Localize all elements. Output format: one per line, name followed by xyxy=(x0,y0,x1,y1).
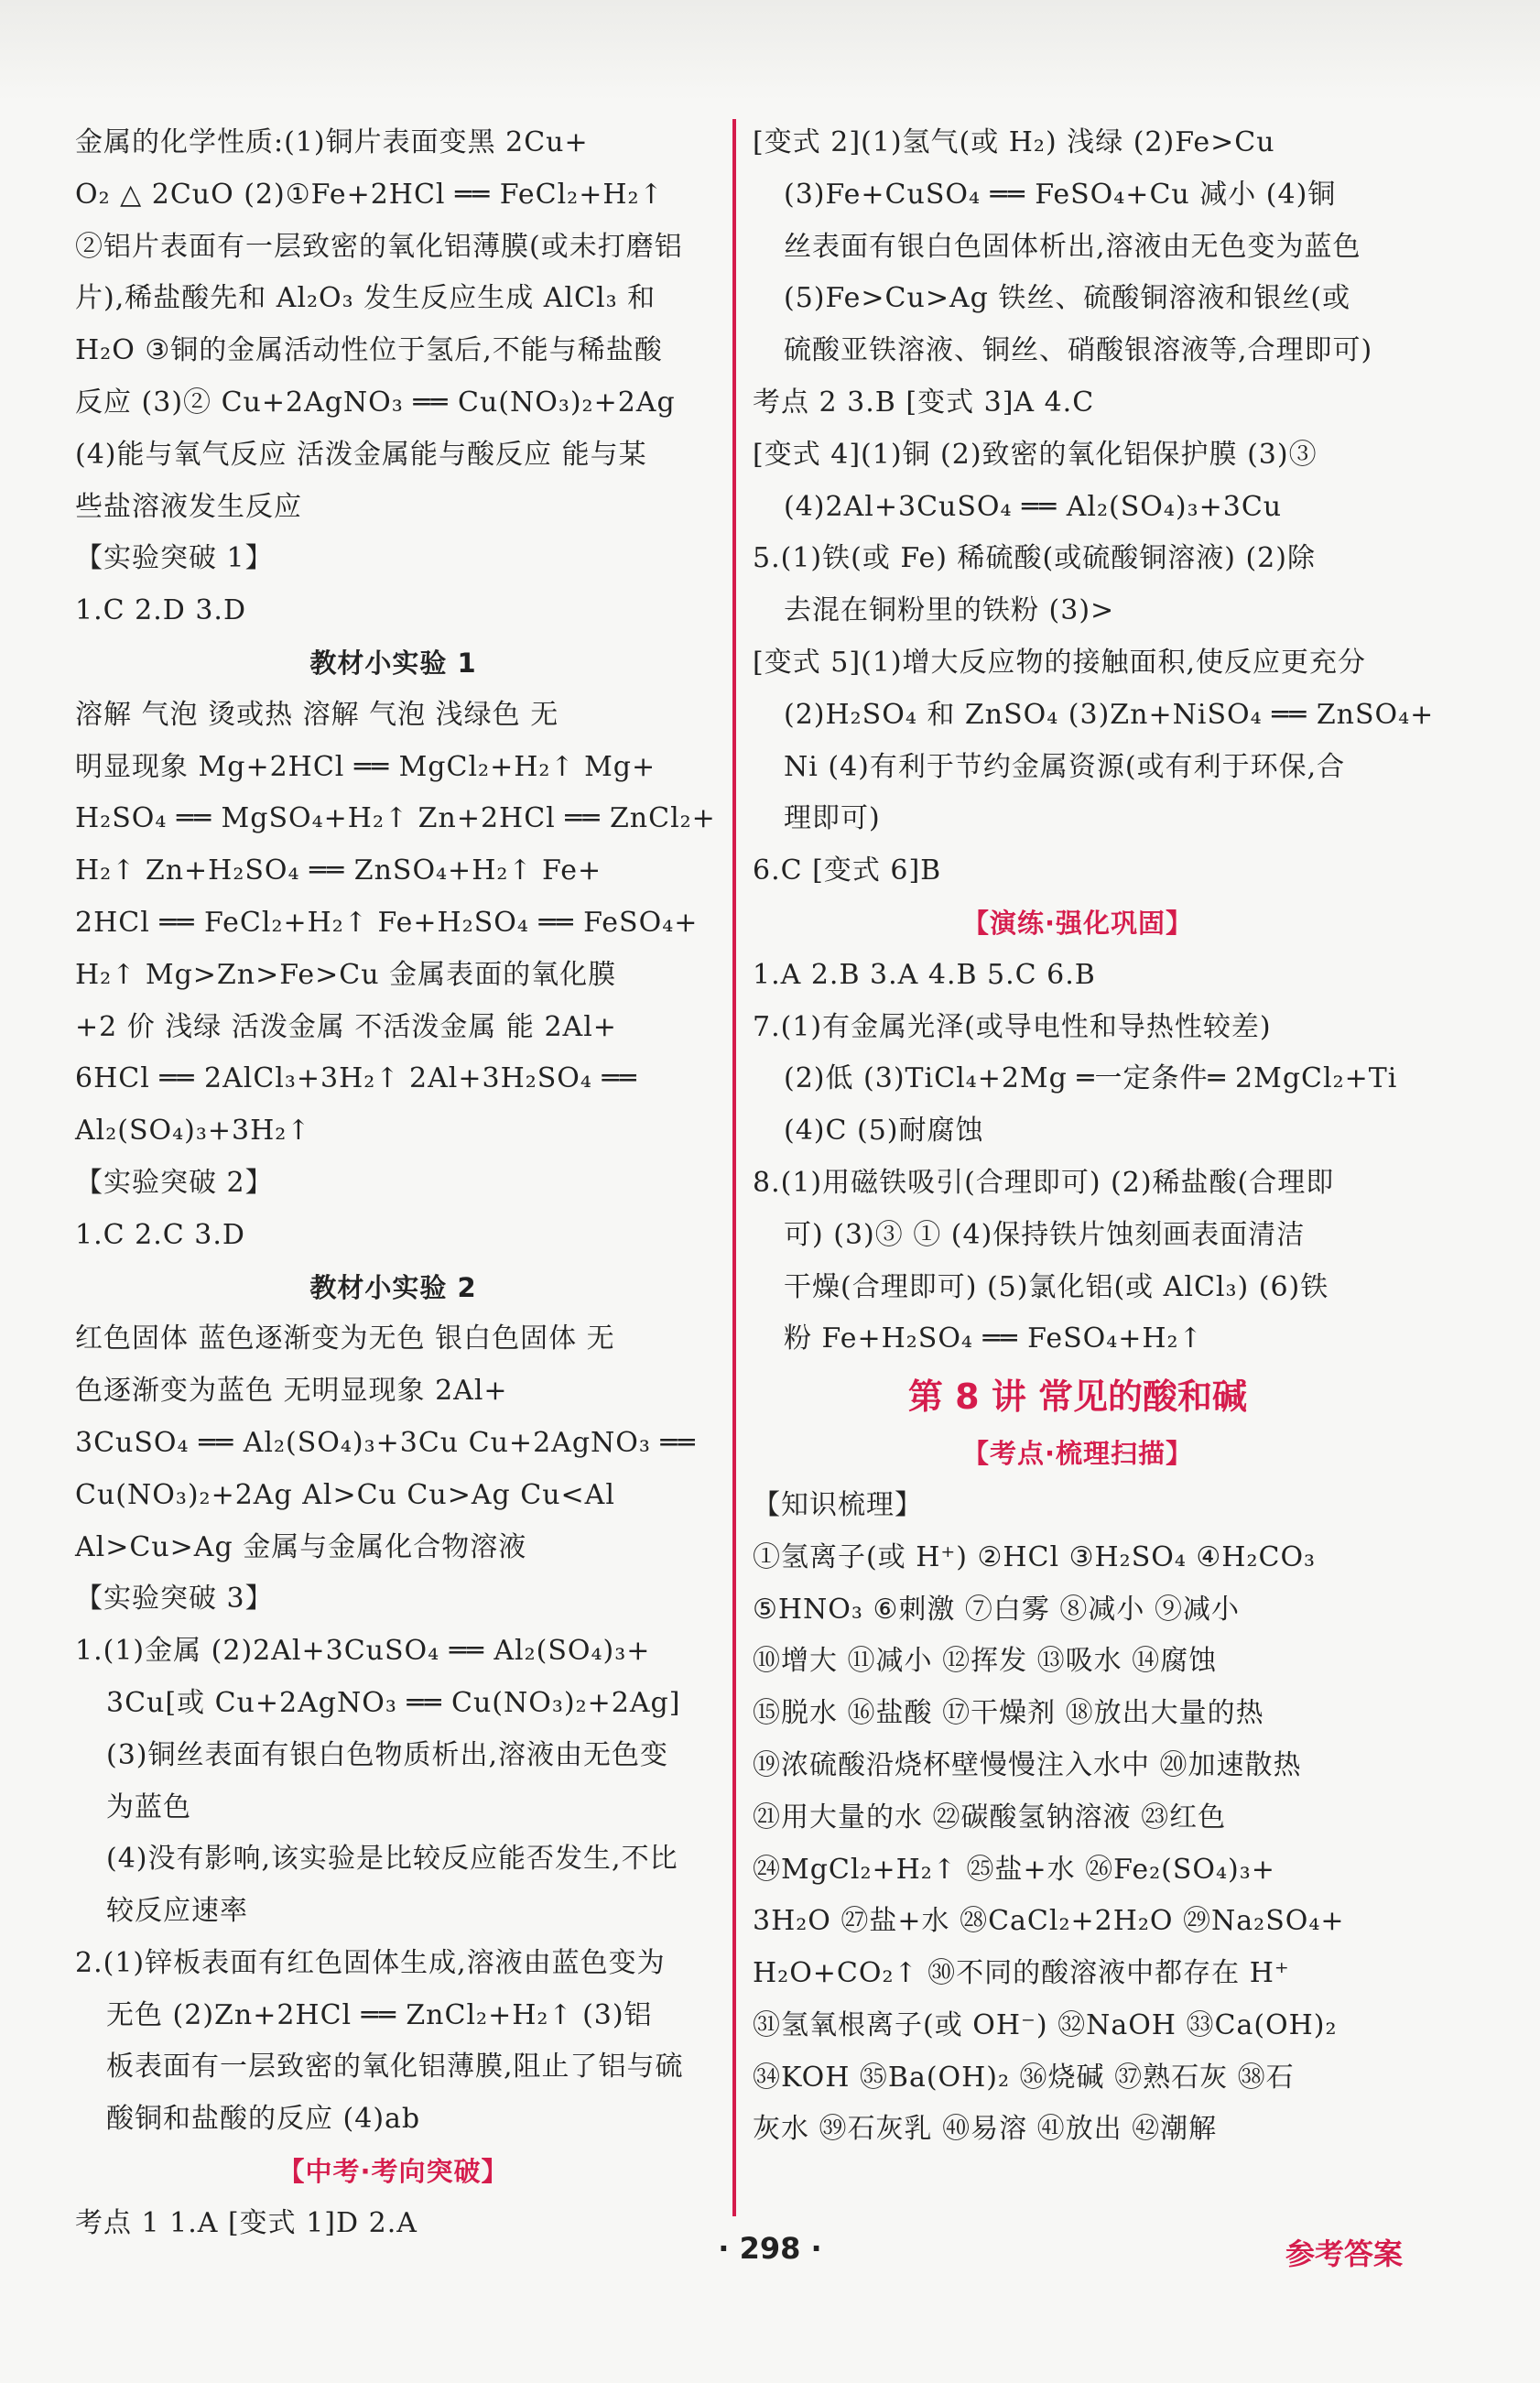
text-line: 2HCl ══ FeCl₂+H₂↑ Fe+H₂SO₄ ══ FeSO₄+ xyxy=(75,906,699,939)
text-line: 反应 (3)② Cu+2AgNO₃ ══ Cu(NO₃)₂+2Ag xyxy=(75,386,676,419)
text-line: 3Cu[或 Cu+2AgNO₃ ══ Cu(NO₃)₂+2Ag] xyxy=(106,1686,681,1719)
subsection-title: 教材小实验 2 xyxy=(309,1271,477,1303)
text-line: [变式 5](1)增大反应物的接触面积,使反应更充分 xyxy=(753,646,1367,679)
column-divider xyxy=(732,119,736,2216)
chapter-title: 第 8 讲 常见的酸和碱 xyxy=(907,1376,1248,1418)
text-line: 6HCl ══ 2AlCl₃+3H₂↑ 2Al+3H₂SO₄ ══ xyxy=(75,1062,637,1095)
text-line: ②铝片表面有一层致密的氧化铝薄膜(或未打磨铝 xyxy=(75,230,683,263)
left-column xyxy=(75,117,716,2250)
text-line: O₂ △ 2CuO (2)①Fe+2HCl ══ FeCl₂+H₂↑ xyxy=(75,178,664,211)
section-label: 参考答案 xyxy=(1285,2236,1403,2271)
text-line: 金属的化学性质:(1)铜片表面变黑 2Cu+ xyxy=(75,126,589,158)
text-line: 些盐溶液发生反应 xyxy=(75,490,302,523)
text-line: +2 价 浅绿 活泼金属 不活泼金属 能 2Al+ xyxy=(75,1010,617,1043)
text-line: 色逐渐变为蓝色 无明显现象 2Al+ xyxy=(75,1375,508,1408)
text-line: 2.(1)锌板表面有红色固体生成,溶液由蓝色变为 xyxy=(75,1946,666,1979)
text-line: 去混在铜粉里的铁粉 (3)> xyxy=(784,594,1115,627)
text-line: ⑮脱水 ⑯盐酸 ⑰干燥剂 ⑱放出大量的热 xyxy=(753,1697,1264,1730)
text-line: ㉔MgCl₂+H₂↑ ㉕盐+水 ㉖Fe₂(SO₄)₃+ xyxy=(753,1853,1275,1886)
right-column xyxy=(753,117,1435,2156)
text-line: 6.C [变式 6]B xyxy=(753,854,942,887)
section-band-title: 【演练·强化巩固】 xyxy=(961,907,1194,939)
text-line: 3CuSO₄ ══ Al₂(SO₄)₃+3Cu Cu+2AgNO₃ ══ xyxy=(75,1426,696,1459)
text-line: ㉛氢氧根离子(或 OH⁻) ㉜NaOH ㉝Ca(OH)₂ xyxy=(753,2008,1338,2041)
subsection-title: 教材小实验 1 xyxy=(309,647,477,679)
text-line: ㉑用大量的水 ㉒碳酸氢钠溶液 ㉓红色 xyxy=(753,1801,1227,1833)
text-line: 硫酸亚铁溶液、铜丝、硝酸银溶液等,合理即可) xyxy=(784,334,1373,367)
text-line: 可) (3)③ ① (4)保持铁片蚀刻画表面清洁 xyxy=(784,1218,1306,1251)
text-line: H₂↑ Mg>Zn>Fe>Cu 金属表面的氧化膜 xyxy=(75,958,617,991)
text-line: 考点 2 3.B [变式 3]A 4.C xyxy=(753,386,1095,419)
text-line: (2)低 (3)TiCl₄+2Mg ═一定条件═ 2MgCl₂+Ti xyxy=(784,1062,1398,1095)
text-line: 灰水 ㊴石灰乳 ㊵易溶 ㊶放出 ㊷潮解 xyxy=(753,2113,1218,2146)
text-line: 溶解 气泡 烫或热 溶解 气泡 浅绿色 无 xyxy=(75,698,559,731)
text-line: 较反应速率 xyxy=(106,1895,248,1928)
text-line: 7.(1)有金属光泽(或导电性和导热性较差) xyxy=(753,1010,1272,1043)
text-line: (4)C (5)耐腐蚀 xyxy=(784,1115,984,1148)
text-line: 8.(1)用磁铁吸引(合理即可) (2)稀盐酸(合理即 xyxy=(753,1166,1335,1199)
section-band-title: 【中考·考向突破】 xyxy=(277,2156,509,2188)
text-line: [变式 4](1)铜 (2)致密的氧化铝保护膜 (3)③ xyxy=(753,438,1318,471)
text-line: (4)能与氧气反应 活泼金属能与酸反应 能与某 xyxy=(75,438,647,471)
text-line: H₂O+CO₂↑ ㉚不同的酸溶液中都存在 H⁺ xyxy=(753,1957,1290,1990)
text-line: 明显现象 Mg+2HCl ══ MgCl₂+H₂↑ Mg+ xyxy=(75,750,656,783)
text-line: (5)Fe>Cu>Ag 铁丝、硫酸铜溶液和银丝(或 xyxy=(784,282,1351,315)
text-line: 理即可) xyxy=(784,802,881,835)
text-line: H₂O ③铜的金属活动性位于氢后,不能与稀盐酸 xyxy=(75,334,663,367)
text-line: (3)铜丝表面有银白色物质析出,溶液由无色变 xyxy=(106,1738,669,1771)
text-line: ①氢离子(或 H⁺) ②HCl ③H₂SO₄ ④H₂CO₃ xyxy=(753,1540,1317,1573)
section-heading: 【实验突破 2】 xyxy=(75,1166,274,1199)
text-line: Al>Cu>Ag 金属与金属化合物溶液 xyxy=(75,1530,527,1563)
section-band-title: 【考点·梳理扫描】 xyxy=(961,1438,1194,1470)
header-band xyxy=(0,0,1540,101)
text-line: Al₂(SO₄)₃+3H₂↑ xyxy=(75,1115,311,1148)
text-line: 片),稀盐酸先和 Al₂O₃ 发生反应生成 AlCl₃ 和 xyxy=(75,282,656,315)
text-line: ⑲浓硫酸沿烧杯壁慢慢注入水中 ⑳加速散热 xyxy=(753,1748,1302,1781)
text-line: 为蓝色 xyxy=(106,1790,191,1823)
text-line: 1.(1)金属 (2)2Al+3CuSO₄ ══ Al₂(SO₄)₃+ xyxy=(75,1635,651,1668)
section-heading: 【实验突破 1】 xyxy=(75,542,274,575)
text-line: Cu(NO₃)₂+2Ag Al>Cu Cu>Ag Cu<Al xyxy=(75,1478,615,1511)
text-line: 1.C 2.D 3.D xyxy=(75,594,247,627)
text-line: 红色固体 蓝色逐渐变为无色 银白色固体 无 xyxy=(75,1322,615,1355)
text-line: 无色 (2)Zn+2HCl ══ ZnCl₂+H₂↑ (3)铝 xyxy=(106,1998,653,2031)
text-line: ㉞KOH ㉟Ba(OH)₂ ㊱烧碱 ㊲熟石灰 ㊳石 xyxy=(753,2061,1295,2094)
text-line: 考点 1 1.A [变式 1]D 2.A xyxy=(75,2206,418,2239)
text-line: 干燥(合理即可) (5)氯化铝(或 AlCl₃) (6)铁 xyxy=(784,1270,1329,1303)
text-line: (2)H₂SO₄ 和 ZnSO₄ (3)Zn+NiSO₄ ══ ZnSO₄+ xyxy=(784,698,1435,731)
text-line: 1.C 2.C 3.D xyxy=(75,1218,245,1251)
text-line: (3)Fe+CuSO₄ ══ FeSO₄+Cu 减小 (4)铜 xyxy=(784,178,1337,211)
text-line: 板表面有一层致密的氧化铝薄膜,阻止了铝与硫 xyxy=(106,2051,684,2084)
text-line: ⑩增大 ⑪减小 ⑫挥发 ⑬吸水 ⑭腐蚀 xyxy=(753,1645,1218,1678)
section-heading: 【知识梳理】 xyxy=(753,1488,923,1521)
text-line: [变式 2](1)氢气(或 H₂) 浅绿 (2)Fe>Cu xyxy=(753,126,1275,158)
text-line: ⑤HNO₃ ⑥刺激 ⑦白雾 ⑧减小 ⑨减小 xyxy=(753,1593,1240,1626)
text-line: 1.A 2.B 3.A 4.B 5.C 6.B xyxy=(753,958,1096,991)
page-number: · 298 · xyxy=(718,2231,822,2266)
text-line: Ni (4)有利于节约金属资源(或有利于环保,合 xyxy=(784,750,1346,783)
text-line: 粉 Fe+H₂SO₄ ══ FeSO₄+H₂↑ xyxy=(784,1322,1203,1355)
text-line: (4)2Al+3CuSO₄ ══ Al₂(SO₄)₃+3Cu xyxy=(784,490,1283,523)
text-line: H₂SO₄ ══ MgSO₄+H₂↑ Zn+2HCl ══ ZnCl₂+ xyxy=(75,802,716,835)
section-heading: 【实验突破 3】 xyxy=(75,1583,274,1616)
text-line: (4)没有影响,该实验是比较反应能否发生,不比 xyxy=(106,1843,678,1876)
text-line: 丝表面有银白色固体析出,溶液由无色变为蓝色 xyxy=(784,230,1361,263)
text-line: 酸铜和盐酸的反应 (4)ab xyxy=(106,2103,421,2136)
text-line: H₂↑ Zn+H₂SO₄ ══ ZnSO₄+H₂↑ Fe+ xyxy=(75,854,602,887)
text-line: 3H₂O ㉗盐+水 ㉘CaCl₂+2H₂O ㉙Na₂SO₄+ xyxy=(753,1905,1345,1938)
text-line: 5.(1)铁(或 Fe) 稀硫酸(或硫酸铜溶液) (2)除 xyxy=(753,542,1316,575)
